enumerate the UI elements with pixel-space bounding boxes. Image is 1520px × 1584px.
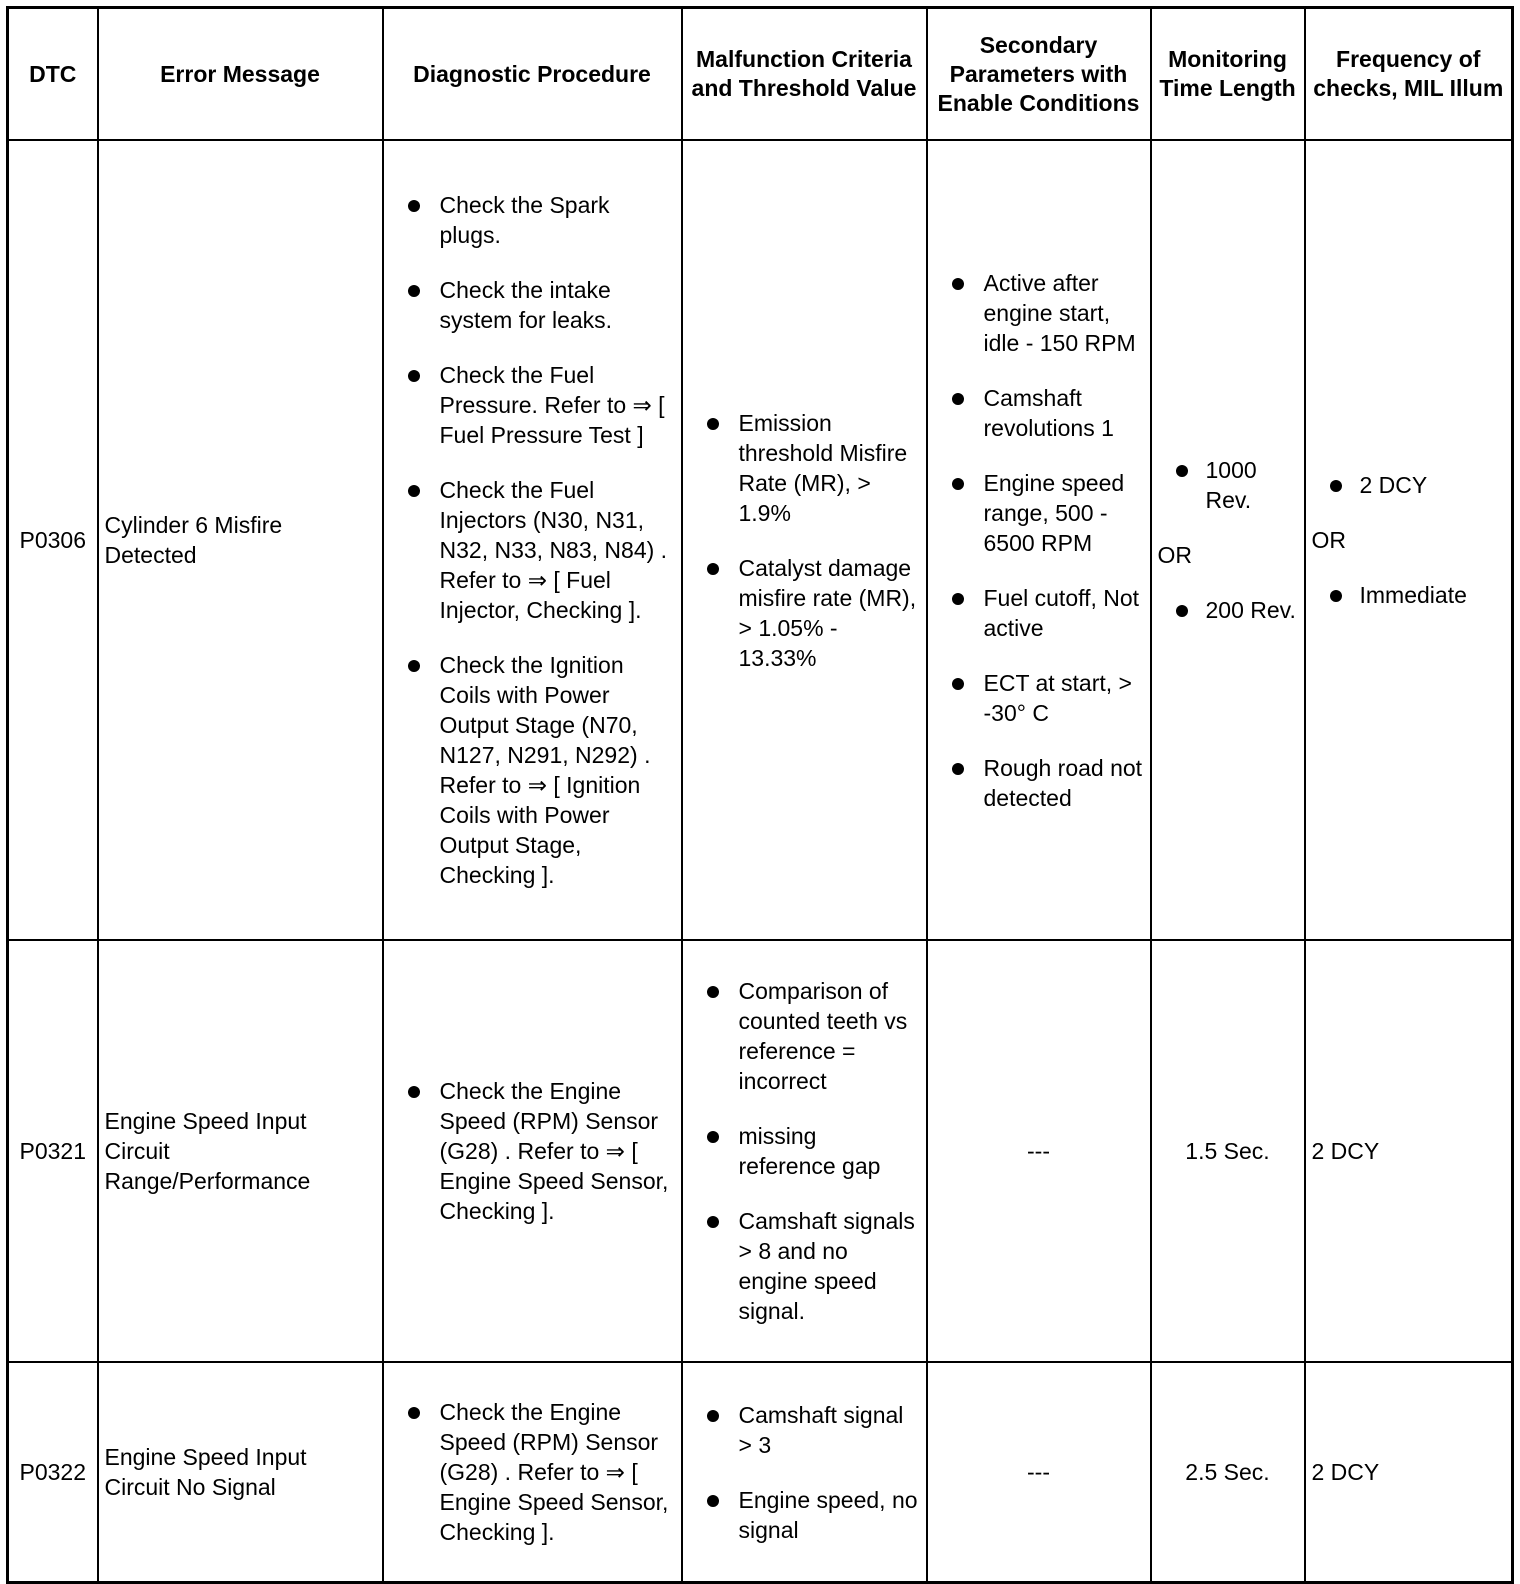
list-item: Check the Engine Speed (RPM) Sensor (G28) . Refer to ⇒ [ Engine Speed Sensor, Checking ]. <box>390 1397 675 1547</box>
secondary-parameters: --- <box>927 940 1151 1362</box>
bullet-icon <box>707 1131 719 1143</box>
bullet-icon <box>1176 605 1188 617</box>
frequency: 2 DCY <box>1305 1362 1513 1583</box>
list-item: Check the intake system for leaks. <box>390 275 675 335</box>
header-secondary-parameters: Secondary Parameters with Enable Conditions <box>927 8 1151 141</box>
list-item: 1000 Rev. <box>1158 455 1298 515</box>
bullet-icon <box>707 563 719 575</box>
header-malfunction-criteria: Malfunction Criteria and Threshold Value <box>682 8 927 141</box>
list-item: Check the Fuel Pressure. Refer to ⇒ [ Fuel Pressure Test ] <box>390 360 675 450</box>
bullet-icon <box>707 1410 719 1422</box>
bullet-icon <box>1330 480 1342 492</box>
dtc-code: P0306 <box>8 140 98 940</box>
malfunction-criteria <box>682 940 927 1362</box>
list-item: Rough road not detected <box>934 753 1144 813</box>
table-row <box>8 940 1513 1362</box>
list-item: Check the Ignition Coils with Power Output Stage (N70, N127, N291, N292) . Refer to ⇒ [ Ignition Coils with Power Output Stage, Checking ]. <box>390 650 675 890</box>
list-item: Fuel cutoff, Not active <box>934 583 1144 643</box>
bullet-icon <box>707 1495 719 1507</box>
list-item: Emission threshold Misfire Rate (MR), > 1.9% <box>689 408 920 528</box>
secondary-parameters <box>927 140 1151 940</box>
dtc-code: P0322 <box>8 1362 98 1583</box>
list-item: Camshaft signals > 8 and no engine speed signal. <box>689 1206 920 1326</box>
frequency <box>1305 140 1513 940</box>
list-item: ECT at start, > -30° C <box>934 668 1144 728</box>
list-item: missing reference gap <box>689 1121 920 1181</box>
dtc-code: P0321 <box>8 940 98 1362</box>
list-item: Check the Spark plugs. <box>390 190 675 250</box>
bullet-icon <box>952 278 964 290</box>
error-message: Engine Speed Input Circuit Range/Performance <box>98 940 383 1362</box>
list-item: Comparison of counted teeth vs reference = incorrect <box>689 976 920 1096</box>
list-item: Engine speed range, 500 - 6500 RPM <box>934 468 1144 558</box>
header-dtc: DTC <box>8 8 98 141</box>
diagnostic-procedure <box>383 140 682 940</box>
bullet-icon <box>952 478 964 490</box>
secondary-parameters: --- <box>927 1362 1151 1583</box>
bullet-icon <box>707 986 719 998</box>
table-row <box>8 1362 1513 1583</box>
list-item: Camshaft signal > 3 <box>689 1400 920 1460</box>
bullet-icon <box>408 485 420 497</box>
dtc-table <box>6 6 1514 1584</box>
bullet-icon <box>707 418 719 430</box>
or-separator: OR <box>1311 527 1346 553</box>
header-monitoring-time: Monitoring Time Length <box>1151 8 1305 141</box>
list-item: Active after engine start, idle - 150 RPM <box>934 268 1144 358</box>
frequency: 2 DCY <box>1305 940 1513 1362</box>
bullet-icon <box>408 370 420 382</box>
list-item: Immediate <box>1312 580 1506 610</box>
bullet-icon <box>408 1407 420 1419</box>
monitoring-time <box>1151 140 1305 940</box>
bullet-icon <box>707 1216 719 1228</box>
table-row <box>8 140 1513 940</box>
bullet-icon <box>1330 590 1342 602</box>
list-item: Camshaft revolutions 1 <box>934 383 1144 443</box>
list-item: Engine speed, no signal <box>689 1485 920 1545</box>
bullet-icon <box>952 593 964 605</box>
header-error-message: Error Message <box>98 8 383 141</box>
bullet-icon <box>952 678 964 690</box>
malfunction-criteria <box>682 140 927 940</box>
bullet-icon <box>952 393 964 405</box>
bullet-icon <box>408 285 420 297</box>
diagnostic-procedure <box>383 940 682 1362</box>
header-frequency: Frequency of checks, MIL Illum <box>1305 8 1513 141</box>
list-item: Check the Engine Speed (RPM) Sensor (G28) . Refer to ⇒ [ Engine Speed Sensor, Checking ]. <box>390 1076 675 1226</box>
header-diagnostic-procedure: Diagnostic Procedure <box>383 8 682 141</box>
list-item: Catalyst damage misfire rate (MR), > 1.05% - 13.33% <box>689 553 920 673</box>
bullet-icon <box>408 200 420 212</box>
header-row <box>8 8 1513 141</box>
error-message: Engine Speed Input Circuit No Signal <box>98 1362 383 1583</box>
monitoring-time: 1.5 Sec. <box>1151 940 1305 1362</box>
monitoring-time: 2.5 Sec. <box>1151 1362 1305 1583</box>
error-message: Cylinder 6 Misfire Detected <box>98 140 383 940</box>
bullet-icon <box>408 1086 420 1098</box>
list-item: 2 DCY <box>1312 470 1506 500</box>
or-separator: OR <box>1157 542 1192 568</box>
list-item: Check the Fuel Injectors (N30, N31, N32, N33, N83, N84) . Refer to ⇒ [ Fuel Injector, Checking ]. <box>390 475 675 625</box>
list-item: 200 Rev. <box>1158 595 1298 625</box>
diagnostic-procedure <box>383 1362 682 1583</box>
bullet-icon <box>1176 465 1188 477</box>
bullet-icon <box>952 763 964 775</box>
bullet-icon <box>408 660 420 672</box>
malfunction-criteria <box>682 1362 927 1583</box>
